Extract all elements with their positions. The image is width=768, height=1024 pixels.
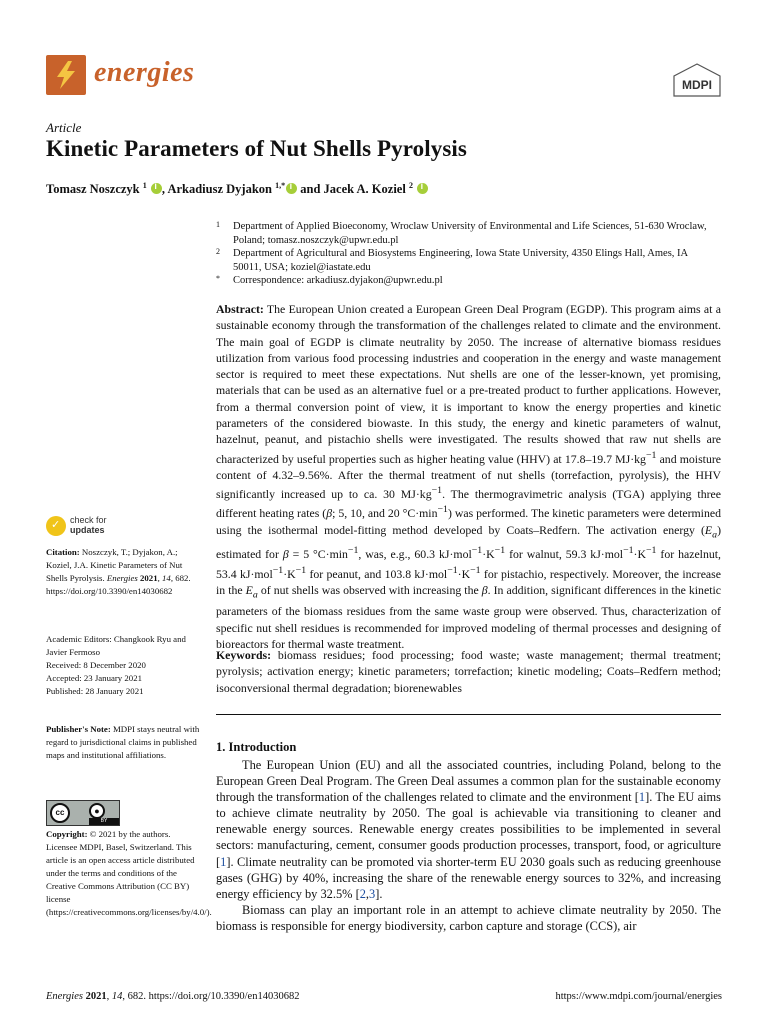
abstract-text: , was, e.g., 60.3 kJ·mol [358, 547, 472, 562]
check-for-updates-badge[interactable] [46, 514, 146, 542]
reference-link[interactable]: 3 [369, 886, 376, 901]
copyright-block [46, 828, 212, 919]
superscript: −1 [272, 564, 284, 576]
affiliation-mark: * [216, 274, 220, 283]
unit-text: ·K [457, 566, 471, 581]
author-name[interactable]: Arkadiusz Dyjakon [167, 182, 272, 197]
orcid-icon[interactable] [151, 183, 162, 194]
check-updates-icon [46, 516, 66, 536]
mdpi-label: MDPI [682, 78, 712, 92]
subscript: a [712, 528, 718, 540]
received-date: Received: 8 December 2020 [46, 660, 146, 670]
superscript: −1 [623, 545, 634, 557]
author-name[interactable]: Jacek A. Koziel [323, 182, 406, 197]
abstract-text: ) was performed. The kinetic parameters were determined using the isothermal model-fitting method developed by Coats–Redfern. The activation energy ( [216, 506, 721, 537]
updates-line2: updates [70, 525, 105, 535]
editors-block [46, 633, 201, 698]
publisher-note-label: Publisher's Note: [46, 724, 111, 734]
affiliation-text: Department of Applied Bioeconomy, Wroclaw University of Environmental and Life Sciences, 51-630 Wroclaw, Poland; tomasz.noszczyk@upwr.edu.pl [233, 221, 707, 246]
superscript: −1 [437, 504, 448, 516]
abstract-text: . In addition, significant differences in the kinetic parameters of the biomass residues from the same waste group were observed. Thus, characterization of specific nut shell residues is recommended for improved modeling of thermal processes and designing of bioreactors for thermal waste treatment. [216, 582, 721, 651]
publisher-note [46, 723, 201, 762]
abstract-text: for pistachio, respectively. Moreover, the increase in the [216, 566, 721, 597]
paragraph-text: , [365, 886, 370, 901]
paragraph: Biomass can play an important role in an attempt to achieve climate neutrality by 2050. The biomass is responsible for energy biodiversity, carbon capture and storage (CCS), air [216, 902, 721, 933]
affiliation-text: Department of Agricultural and Biosystems Engineering, Iowa State University, 4350 Elings Hall, Ames, IA 50011, USA; koziel@iastate.edu [233, 248, 688, 273]
paragraph-text: ]. The EU aims to achieve climate neutrality by 2050. The goal is achievable via transitioning to cleaner and renewable energy sources. Renewable energy creates possibilities to be implemented in several sectors: manufacturing, cement, consumer goods production processes, transport, food, or agriculture [ [216, 790, 721, 869]
abstract-text: and moisture content of 4.32–9.56%. After the thermal treatment of nut shells (torrefaction, pyrolysis), the HHV significantly increased up to ca. 30 MJ·kg [216, 451, 722, 502]
energies-logo-icon [46, 55, 86, 95]
abstract-text: of nut shells was observed with increasing the [257, 582, 482, 597]
author-separator: and [297, 182, 324, 197]
citation-label: Citation: [46, 547, 80, 557]
paragraph [216, 757, 721, 902]
introduction-body [216, 757, 721, 934]
affiliation-item [216, 247, 716, 274]
keywords-text: biomass residues; food processing; food waste; waste management; thermal treatment; pyrolysis; activation energy; kinetic parameters; torrefaction; kinetic modeling; Coats–Redfern method; isoconversional thermal degradation; biorenewables [216, 648, 721, 695]
unit-text: ·K [482, 547, 495, 562]
citation-block [46, 546, 201, 598]
academic-editors: Academic Editors: Changkook Ryu and Javier Fermoso [46, 634, 186, 657]
citation-year: 2021 [137, 573, 158, 583]
author-name[interactable]: Tomasz Noszczyk [46, 182, 140, 197]
mdpi-logo-icon[interactable] [672, 63, 722, 97]
published-date: Published: 28 January 2021 [46, 686, 144, 696]
superscript: −1 [447, 564, 458, 576]
affiliation-text: Correspondence: arkadiusz.dyjakon@upwr.edu.pl [233, 275, 443, 286]
reference-link[interactable]: 1 [220, 854, 227, 869]
keywords [216, 647, 721, 696]
beta-symbol: β [326, 506, 333, 521]
accepted-date: Accepted: 23 January 2021 [46, 673, 143, 683]
attribution-icon: ● [89, 803, 105, 819]
abstract-text: for hazelnut, 53.4 kJ·mol [216, 547, 721, 581]
superscript: −1 [347, 545, 359, 557]
abstract [216, 301, 721, 652]
abstract-text: for walnut, 59.3 kJ·mol [505, 547, 624, 562]
citation-doi[interactable]: , 682. https://doi.org/10.3390/en14030682 [46, 573, 191, 596]
section-heading: 1. Introduction [216, 740, 297, 754]
subscript: a [252, 589, 258, 601]
superscript: −1 [470, 564, 481, 576]
journal-name[interactable]: energies [94, 57, 195, 88]
orcid-icon[interactable] [417, 183, 428, 194]
author-affil-mark: 2 [408, 181, 413, 190]
superscript: −1 [431, 485, 443, 497]
superscript: −1 [295, 564, 307, 576]
unit-text: ·K [283, 566, 296, 581]
page-title: Kinetic Parameters of Nut Shells Pyrolysis [46, 136, 467, 161]
superscript: −1 [494, 545, 506, 557]
footer-citation [46, 991, 299, 1002]
abstract-text: ; 5, 10, and 20 °C·min [332, 506, 438, 521]
page-footer [46, 991, 722, 1002]
copyright-text: © 2021 by the authors. Licensee MDPI, Basel, Switzerland. This article is an open access article distributed under the terms and conditions of the Creative Commons Attribution (CC BY) license (https://creativecommons.org/licenses/by/4.0/). [46, 829, 212, 917]
unit-text: ·K [633, 547, 646, 562]
orcid-icon[interactable] [286, 183, 297, 194]
cc-by-license-icon[interactable] [46, 800, 120, 826]
author-affil-mark: 1,* [275, 181, 286, 190]
energy-symbol: E [245, 582, 253, 597]
abstract-text: The European Union created a European Green Deal Program (EGDP). This program aims at a sustainable economy through the transformation of the challenges related to climate and the environment. The main goal of EGDP is climate neutrality by 2050. The increase of alternative biomass residues utilization from various food processing industries and cooperation in the energy and waste management sector is required to meet these expectations. Nut shells are one of the lesser-known, yet promising, materials that can be used as an alternative fuel or a pre-treated product to further applications. However, from a thermal conversion point of view, it is important to know the energy properties and kinetic parameters of the considered biowaste. In this study, the energy and kinetic parameters of walnut, hazelnut, peanut, and pistachio shells were investigated. The results showed that raw nut shells are characterized by useful properties such as higher heating value (HHV) at 17.8–19.7 MJ·kg [216, 302, 721, 466]
beta-symbol: β [481, 582, 488, 597]
citation-volume: , 14 [157, 573, 171, 583]
abstract-text: ) estimated for [216, 522, 721, 562]
copyright-label: Copyright: [46, 829, 88, 839]
paragraph-text: ]. [375, 886, 383, 901]
footer-volume: , 14 [106, 991, 123, 1002]
footer-journal-url[interactable]: https://www.mdpi.com/journal/energies [555, 991, 722, 1002]
affiliation-item [216, 220, 716, 247]
author-separator: , [161, 182, 168, 197]
updates-line1: check for [70, 515, 107, 525]
abstract-text: = 5 °C·min [288, 547, 348, 562]
footer-doi[interactable]: , 682. https://doi.org/10.3390/en14030682 [122, 991, 300, 1002]
by-label: BY [89, 818, 119, 825]
author-list [46, 181, 428, 197]
footer-year: 2021 [82, 991, 107, 1002]
superscript: −1 [646, 545, 657, 557]
cc-icon: cc [50, 803, 70, 823]
check-updates-text [70, 515, 107, 535]
superscript: −1 [645, 449, 657, 461]
reference-link[interactable]: 2 [359, 886, 366, 901]
reference-link[interactable]: 1 [638, 790, 646, 805]
abstract-label: Abstract: [216, 302, 264, 316]
section-divider [216, 714, 721, 715]
article-type: Article [46, 120, 82, 135]
footer-journal: Energies [46, 991, 83, 1002]
affiliation-mark: 2 [216, 247, 220, 256]
journal-header [46, 55, 722, 101]
superscript: −1 [471, 545, 483, 557]
energy-symbol: E [704, 522, 713, 537]
citation-text: Noszczyk, T.; Dyjakon, A.; Koziel, J.A. Kinetic Parameters of Nut Shells Pyrolysis. [46, 547, 183, 583]
paragraph-text: The European Union (EU) and all the associated countries, including Poland, belong to the European Green Deal Program. The Green Deal assumes a common plan for the sustainable economy through the transformation of the challenges related to climate and the environment [ [216, 758, 721, 805]
citation-journal: Energies [106, 573, 138, 583]
paragraph-text: ]. Climate neutrality can be promoted via shorter-term EU 2030 goals such as reducing greenhouse gases (GHG) by 40%, increasing the share of the renewable energy sources to 32%, and increasing energy efficiency by 32.5% [ [216, 854, 721, 901]
affiliation-mark: 1 [216, 220, 220, 229]
publisher-note-text: MDPI stays neutral with regard to jurisdictional claims in published maps and institutional affiliations. [46, 724, 200, 760]
keywords-label: Keywords: [216, 648, 272, 662]
affiliation-item [216, 274, 716, 288]
abstract-text: . The thermogravimetric analysis (TGA) applying three different heating rates ( [216, 487, 722, 521]
abstract-text: for peanut, and 103.8 kJ·mol [306, 566, 448, 581]
beta-symbol: β [282, 547, 289, 562]
author-affil-mark: 1 [142, 181, 147, 190]
affiliations [216, 220, 716, 288]
